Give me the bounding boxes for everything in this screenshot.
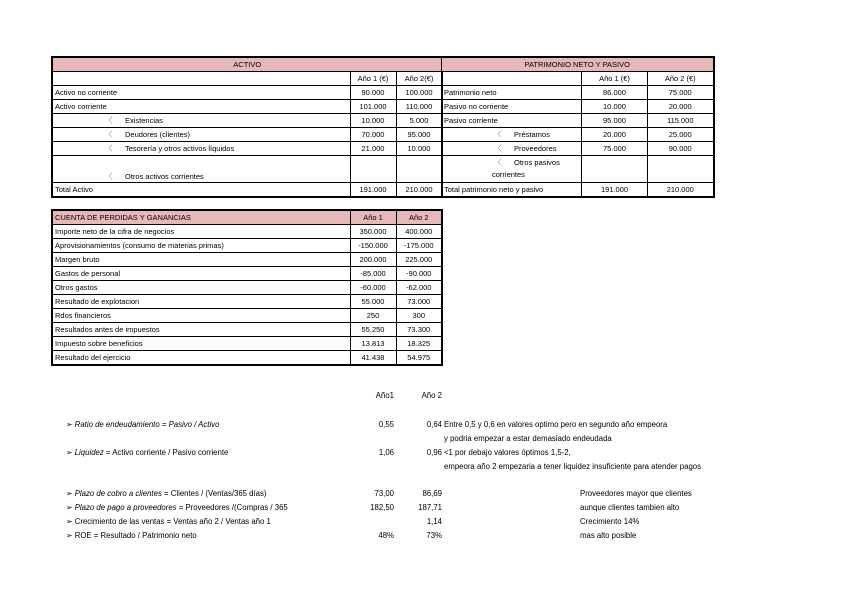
row-y2: 210.000 — [648, 183, 714, 198]
table-row — [52, 267, 442, 281]
ratio-name: Liquidez — [74, 448, 104, 457]
row-label: Resultados antes de impuestos — [52, 323, 350, 337]
row-label: Activo no corriente — [52, 86, 350, 100]
ratio-formula: = Pasivo / Activo — [159, 420, 220, 429]
table-row — [52, 100, 442, 114]
row-y1: -60.000 — [350, 281, 396, 295]
row-label: Gastos de personal — [52, 267, 350, 281]
ratio-value-y2: 1,14 — [426, 517, 442, 526]
row-label: Existencias — [125, 116, 163, 125]
ratio-value-y1: 48% — [378, 531, 394, 540]
row-label: Importe neto de la cifra de negocios — [52, 225, 350, 239]
table-row — [52, 281, 442, 295]
ratio-plazo-pago — [66, 503, 338, 512]
ratio-liquidez — [66, 448, 228, 457]
pasivo-year1-head: Año 1 (€) — [582, 72, 648, 86]
ratio-year1-head: Año1 — [375, 391, 394, 400]
row-y1: 350.000 — [350, 225, 396, 239]
pyg-year2-head: Año 2 — [396, 210, 442, 225]
row-y1 — [350, 156, 396, 183]
table-row — [52, 183, 442, 198]
table-row — [52, 239, 442, 253]
ratio-name: Ratio de endeudamiento — [74, 420, 160, 429]
bracket-icon: 〈 — [494, 130, 502, 139]
table-row — [442, 183, 714, 198]
ratio-value-y2: 86,69 — [422, 489, 442, 498]
pasivo-year2-head: Año 2 (€) — [648, 72, 714, 86]
row-y1: 86.000 — [582, 86, 648, 100]
ratio-note: <1 por debajo valores óptimos 1,5-2, — [444, 448, 571, 457]
bracket-icon: 〈 — [494, 144, 502, 153]
pasivo-header: PATRIMONIO NETO Y PASIVO — [442, 57, 714, 72]
ratio-name: Plazo de cobro a clientes — [74, 489, 162, 498]
ratio-value-y2: 0,64 — [426, 420, 442, 429]
row-y1: 21.000 — [350, 142, 396, 156]
row-y1: 250 — [350, 309, 396, 323]
row-label: Margen bruto — [52, 253, 350, 267]
table-row — [52, 309, 442, 323]
row-y1: 191.000 — [350, 183, 396, 198]
ratio-value-y2: 73% — [426, 531, 442, 540]
row-label: Total patrimonio neto y pasivo — [442, 183, 582, 198]
arrow-bullet-icon: ➢ — [66, 517, 73, 526]
row-y2: 95.000 — [396, 128, 442, 142]
pyg-header: CUENTA DE PERDIDAS Y GANANCIAS — [52, 210, 350, 225]
ratio-note: Entre 0,5 y 0,6 en valores optimo pero en segundo año empeora — [444, 420, 668, 429]
ratio-note: empeora año 2 empezaria a tener liquidez insuficiente para atender pagos — [444, 462, 702, 471]
activo-table — [51, 56, 443, 198]
row-y2: 100.000 — [396, 86, 442, 100]
ratio-value-y2: 0,96 — [426, 448, 442, 457]
row-y1 — [582, 156, 648, 183]
ratio-roe — [66, 531, 197, 540]
activo-year2-head: Año 2(€) — [396, 72, 442, 86]
ratio-value-y1: 0,55 — [378, 420, 394, 429]
row-y1: 41.438 — [350, 351, 396, 366]
ratio-note: Crecimiento 14% — [580, 517, 640, 526]
bracket-icon: 〈 — [105, 116, 113, 125]
arrow-bullet-icon: ➢ — [66, 420, 73, 429]
ratio-formula: ROE = Resultado / Patrimonio neto — [74, 531, 197, 540]
row-y1: -85.000 — [350, 267, 396, 281]
table-row — [52, 225, 442, 239]
table-row — [52, 156, 442, 183]
ratio-value-y1: 182,50 — [370, 503, 394, 512]
row-label: Impuesto sobre beneficios — [52, 337, 350, 351]
row-label: Resultado de explotacion — [52, 295, 350, 309]
arrow-bullet-icon: ➢ — [66, 489, 73, 498]
arrow-bullet-icon: ➢ — [66, 503, 73, 512]
ratio-value-y2: 187,71 — [418, 503, 442, 512]
row-y1: 20.000 — [582, 128, 648, 142]
row-y1: 90.000 — [350, 86, 396, 100]
table-row — [52, 295, 442, 309]
bracket-icon: 〈 — [105, 130, 113, 139]
row-label: Total Activo — [52, 183, 350, 198]
ratio-value-y1: 1,06 — [378, 448, 394, 457]
row-label-line2: corrientes — [492, 170, 525, 179]
table-row — [442, 114, 714, 128]
row-y1: 95.000 — [582, 114, 648, 128]
table-row — [52, 323, 442, 337]
row-label: Activo corriente — [52, 100, 350, 114]
arrow-bullet-icon: ➢ — [66, 448, 73, 457]
row-y2: 5.000 — [396, 114, 442, 128]
row-label: Pasivo no corriente — [442, 100, 582, 114]
table-row — [52, 114, 442, 128]
table-row — [52, 351, 442, 366]
row-y2: 115.000 — [648, 114, 714, 128]
activo-blank-head — [52, 72, 350, 86]
ratio-formula: = Activo corriente / Pasivo corriente — [103, 448, 229, 457]
row-y2: 300 — [396, 309, 442, 323]
ratio-formula: Crecimiento de las ventas = Ventas año 2 / Ventas año 1 — [74, 517, 271, 526]
row-y2: 18.325 — [396, 337, 442, 351]
row-y2: -62.000 — [396, 281, 442, 295]
row-y1: 10.000 — [582, 100, 648, 114]
row-y2: 10.000 — [396, 142, 442, 156]
row-label: Otros gastos — [52, 281, 350, 295]
row-label: Patrimonio neto — [442, 86, 582, 100]
row-y1: 70.000 — [350, 128, 396, 142]
row-y2: 75.000 — [648, 86, 714, 100]
table-row — [52, 128, 442, 142]
row-y1: 191.000 — [582, 183, 648, 198]
row-y2: 400.000 — [396, 225, 442, 239]
row-y2 — [396, 156, 442, 183]
row-label: Rdos financieros — [52, 309, 350, 323]
ratio-crecimiento — [66, 517, 271, 526]
table-row — [52, 142, 442, 156]
row-y1: 55.000 — [350, 295, 396, 309]
bracket-icon: 〈 — [105, 144, 113, 153]
row-label: Proveedores — [514, 144, 557, 153]
ratio-note: aunque clientes tambien alto — [580, 503, 680, 512]
row-y1: 55.250 — [350, 323, 396, 337]
pasivo-table — [441, 56, 715, 198]
bracket-icon: 〈 — [494, 158, 502, 167]
table-row — [442, 142, 714, 156]
row-y2: 73.000 — [396, 295, 442, 309]
row-y2: -175.000 — [396, 239, 442, 253]
table-row — [442, 156, 714, 183]
arrow-bullet-icon: ➢ — [66, 531, 73, 540]
row-y2: 110.000 — [396, 100, 442, 114]
ratio-value-y1: 73,00 — [374, 489, 394, 498]
activo-header: ACTIVO — [52, 57, 442, 72]
activo-year1-head: Año 1 (€) — [350, 72, 396, 86]
table-row — [442, 86, 714, 100]
row-y1: 200.000 — [350, 253, 396, 267]
row-y1: 13.813 — [350, 337, 396, 351]
row-label: Tesorería y otros activos líquidos — [125, 144, 235, 153]
pyg-year1-head: Año 1 — [350, 210, 396, 225]
ratio-note: mas alto posible — [580, 531, 637, 540]
pyg-table — [51, 209, 443, 366]
ratio-note: y podria empezar a estar demasiado endeudada — [444, 434, 612, 443]
ratio-plazo-cobro — [66, 489, 267, 498]
row-y1: 75.000 — [582, 142, 648, 156]
row-y2: 225.000 — [396, 253, 442, 267]
table-row — [52, 253, 442, 267]
row-y2 — [648, 156, 714, 183]
row-label: Aprovisionamientos (consumo de materias primas) — [52, 239, 350, 253]
ratio-year2-head: Año 2 — [421, 391, 442, 400]
ratio-name: Plazo de pago a proveedores — [74, 503, 177, 512]
ratio-formula: = Proveedores /(Compras / 365 — [176, 503, 288, 512]
row-label: Préstamos — [514, 130, 550, 139]
row-y2: 25.000 — [648, 128, 714, 142]
row-y2: 210.000 — [396, 183, 442, 198]
table-row — [52, 86, 442, 100]
row-y1: 101.000 — [350, 100, 396, 114]
pasivo-blank-head — [442, 72, 582, 86]
row-y2: 90.000 — [648, 142, 714, 156]
row-label: Otros activos corrientes — [125, 172, 204, 181]
row-y1: 10.000 — [350, 114, 396, 128]
row-label: Resultado del ejercicio — [52, 351, 350, 366]
row-y2: -90.000 — [396, 267, 442, 281]
row-y2: 73.300 — [396, 323, 442, 337]
ratio-formula: = Clientes / (Ventas/365 días) — [161, 489, 267, 498]
bracket-icon: 〈 — [105, 172, 113, 181]
ratio-note: Proveedores mayor que clientes — [580, 489, 692, 498]
row-label: Deudores (clientes) — [125, 130, 191, 139]
row-y2: 54.975 — [396, 351, 442, 366]
row-y2: 20.000 — [648, 100, 714, 114]
table-row — [52, 337, 442, 351]
row-label: Otros pasivos — [514, 158, 560, 167]
row-label: Pasivo corriente — [442, 114, 582, 128]
table-row — [442, 128, 714, 142]
table-row — [442, 100, 714, 114]
row-y1: -150.000 — [350, 239, 396, 253]
ratio-endeudamiento — [66, 420, 219, 429]
